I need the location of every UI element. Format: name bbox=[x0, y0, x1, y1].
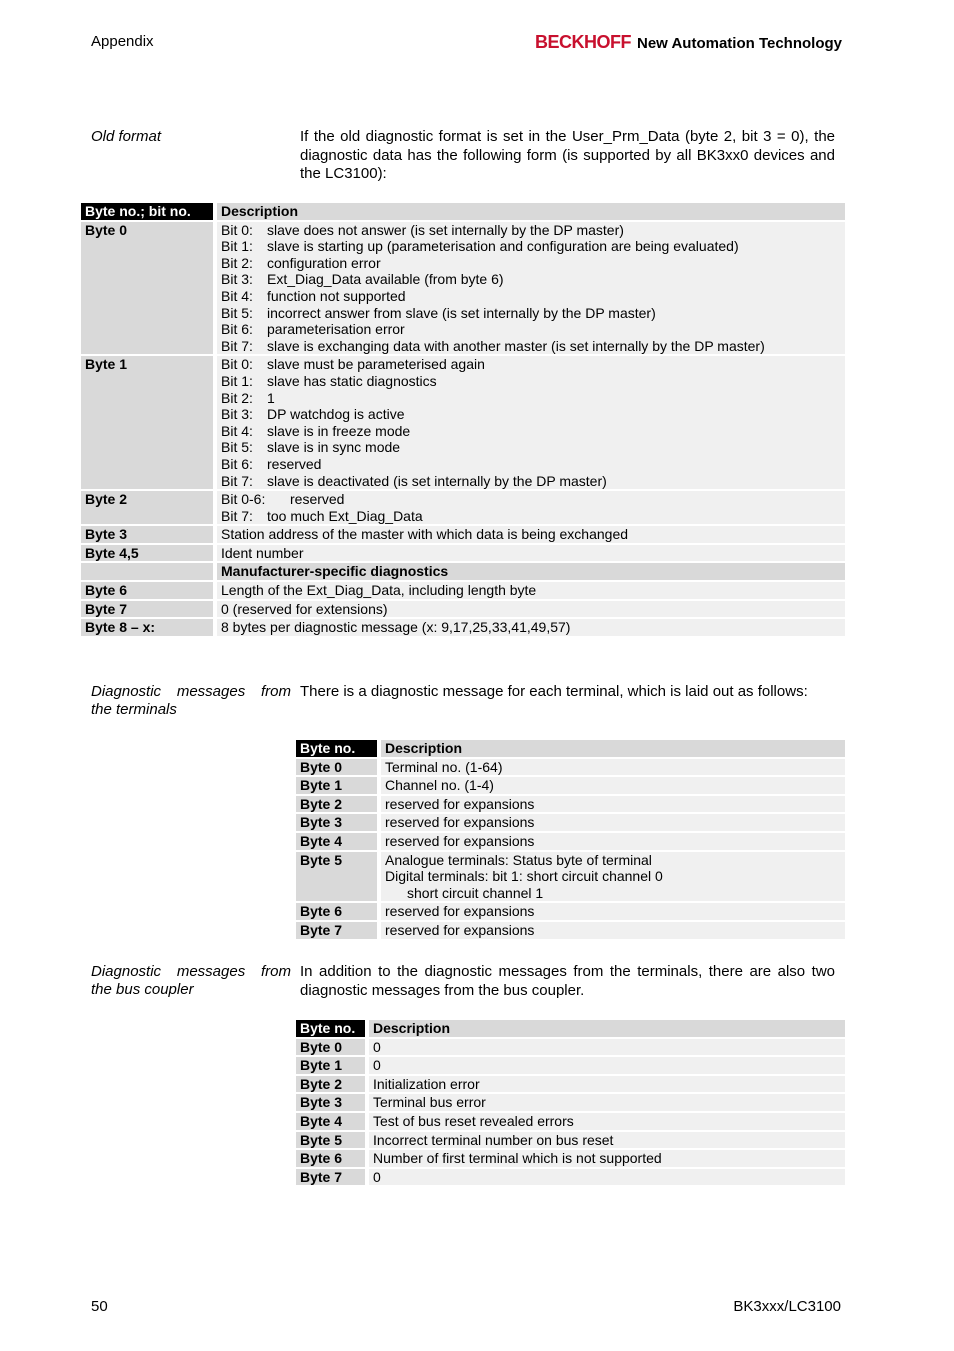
byte-cell: Byte 3 bbox=[296, 814, 381, 831]
byte-cell: Byte 5 bbox=[296, 852, 381, 902]
description-cell: reserved for expansions bbox=[381, 814, 845, 831]
description-cell: Bit 0: slave does not answer (is set internally by the DP master) Bit 1: slave is starting up (parameterisation and configuration are being evaluated) Bit 2: configuration error Bit 3: Ext_Diag_Data available (from byte 6) Bit 4: function not supported Bit 5: incorrect answer from slave (is set internally by the DP master) Bit 6: parameterisation error Bit 7: slave is exchanging data with another master (is set internally by the DP master) bbox=[217, 222, 845, 355]
table-row bbox=[81, 619, 845, 636]
table-row bbox=[296, 777, 845, 794]
byte-cell: Byte 6 bbox=[296, 1150, 369, 1167]
terminals-table bbox=[296, 738, 845, 941]
description-cell: reserved for expansions bbox=[381, 922, 845, 939]
table-row bbox=[81, 545, 845, 562]
byte-cell bbox=[81, 563, 217, 580]
description-cell: Incorrect terminal number on bus reset bbox=[369, 1132, 845, 1149]
column-header-byte: Byte no. bbox=[296, 1020, 369, 1037]
document-name: BK3xxx/LC3100 bbox=[733, 1298, 841, 1315]
terminals-text: There is a diagnostic message for each terminal, which is laid out as follows: bbox=[300, 683, 808, 700]
table-header bbox=[81, 203, 845, 220]
description-cell: Number of first terminal which is not supported bbox=[369, 1150, 845, 1167]
byte-cell: Byte 5 bbox=[296, 1132, 369, 1149]
terminals-label: Diagnostic messages from the terminals bbox=[91, 683, 291, 718]
byte-cell: Byte 8 – x: bbox=[81, 619, 217, 636]
byte-cell: Byte 2 bbox=[81, 491, 217, 524]
table-row bbox=[296, 814, 845, 831]
page-number: 50 bbox=[91, 1298, 108, 1315]
table-header bbox=[296, 1020, 845, 1037]
beckhoff-logo: BECKHOFF bbox=[535, 32, 631, 52]
byte-cell: Byte 1 bbox=[296, 777, 381, 794]
table-row bbox=[296, 922, 845, 939]
table-header bbox=[296, 740, 845, 757]
description-cell: Analogue terminals: Status byte of terminal Digital terminals: bit 1: short circuit channel 0 short circuit channel 1 bbox=[381, 852, 845, 902]
byte-cell: Byte 4 bbox=[296, 1113, 369, 1130]
description-cell: Length of the Ext_Diag_Data, including length byte bbox=[217, 582, 845, 599]
header-section: Appendix bbox=[91, 33, 154, 50]
byte-cell: Byte 2 bbox=[296, 1076, 369, 1093]
description-cell: Channel no. (1-4) bbox=[381, 777, 845, 794]
table-row bbox=[296, 852, 845, 902]
old-format-table bbox=[81, 201, 845, 638]
table-row bbox=[296, 1039, 845, 1056]
table-row bbox=[296, 833, 845, 850]
table-row bbox=[296, 903, 845, 920]
byte-cell: Byte 7 bbox=[296, 1169, 369, 1186]
description-cell: 0 bbox=[369, 1057, 845, 1074]
subheader-cell: Manufacturer-specific diagnostics bbox=[217, 563, 845, 580]
description-cell: reserved for expansions bbox=[381, 833, 845, 850]
description-cell: Bit 0: slave must be parameterised again Bit 1: slave has static diagnostics Bit 2: 1 Bit 3: DP watchdog is active Bit 4: slave is in freeze mode Bit 5: slave is in sync mode Bit 6: reserved Bit 7: slave is deactivated (is set internally by the DP master) bbox=[217, 356, 845, 489]
description-cell: Terminal no. (1-64) bbox=[381, 759, 845, 776]
table-row bbox=[296, 1169, 845, 1186]
column-header-byte: Byte no. bbox=[296, 740, 381, 757]
table-row bbox=[81, 491, 845, 524]
table-row bbox=[81, 601, 845, 618]
coupler-label: Diagnostic messages from the bus coupler bbox=[91, 963, 291, 998]
description-cell: 0 bbox=[369, 1169, 845, 1186]
table-row bbox=[296, 1113, 845, 1130]
byte-cell: Byte 1 bbox=[296, 1057, 369, 1074]
table-subheader-row bbox=[81, 563, 845, 580]
description-cell: 0 (reserved for extensions) bbox=[217, 601, 845, 618]
brand-tagline: New Automation Technology bbox=[637, 35, 842, 52]
column-header-description: Description bbox=[369, 1020, 845, 1037]
byte-cell: Byte 3 bbox=[296, 1094, 369, 1111]
table-row bbox=[296, 1094, 845, 1111]
description-cell: Terminal bus error bbox=[369, 1094, 845, 1111]
byte-cell: Byte 4,5 bbox=[81, 545, 217, 562]
description-cell: 8 bytes per diagnostic message (x: 9,17,25,33,41,49,57) bbox=[217, 619, 845, 636]
table-row bbox=[296, 1132, 845, 1149]
byte-cell: Byte 6 bbox=[296, 903, 381, 920]
table-row bbox=[81, 582, 845, 599]
byte-cell: Byte 7 bbox=[296, 922, 381, 939]
description-cell: reserved for expansions bbox=[381, 796, 845, 813]
byte-cell: Byte 1 bbox=[81, 356, 217, 489]
description-cell: reserved for expansions bbox=[381, 903, 845, 920]
column-header-byte: Byte no.; bit no. bbox=[81, 203, 217, 220]
old-format-text: If the old diagnostic format is set in the User_Prm_Data (byte 2, bit 3 = 0), the diagnostic data has the following form (is supported by all BK3xx0 devices and the LC3100): bbox=[300, 128, 835, 182]
description-cell: Ident number bbox=[217, 545, 845, 562]
byte-cell: Byte 2 bbox=[296, 796, 381, 813]
table-row bbox=[81, 356, 845, 489]
byte-cell: Byte 3 bbox=[81, 526, 217, 543]
description-cell: Test of bus reset revealed errors bbox=[369, 1113, 845, 1130]
table-row bbox=[81, 222, 845, 355]
byte-cell: Byte 0 bbox=[81, 222, 217, 355]
table-row bbox=[296, 1057, 845, 1074]
byte-cell: Byte 0 bbox=[296, 759, 381, 776]
table-row bbox=[296, 796, 845, 813]
description-cell: Bit 0-6: reserved Bit 7: too much Ext_Diag_Data bbox=[217, 491, 845, 524]
table-row bbox=[296, 1076, 845, 1093]
byte-cell: Byte 0 bbox=[296, 1039, 369, 1056]
brand-header bbox=[535, 32, 842, 53]
table-row bbox=[81, 526, 845, 543]
column-header-description: Description bbox=[381, 740, 845, 757]
column-header-description: Description bbox=[217, 203, 845, 220]
description-cell: Station address of the master with which data is being exchanged bbox=[217, 526, 845, 543]
byte-cell: Byte 4 bbox=[296, 833, 381, 850]
coupler-table bbox=[296, 1018, 845, 1187]
old-format-label: Old format bbox=[91, 128, 162, 145]
byte-cell: Byte 6 bbox=[81, 582, 217, 599]
description-cell: 0 bbox=[369, 1039, 845, 1056]
description-cell: Initialization error bbox=[369, 1076, 845, 1093]
coupler-text: In addition to the diagnostic messages from the terminals, there are also two diagnostic messages from the bus coupler. bbox=[300, 963, 835, 999]
table-row bbox=[296, 759, 845, 776]
table-row bbox=[296, 1150, 845, 1167]
byte-cell: Byte 7 bbox=[81, 601, 217, 618]
